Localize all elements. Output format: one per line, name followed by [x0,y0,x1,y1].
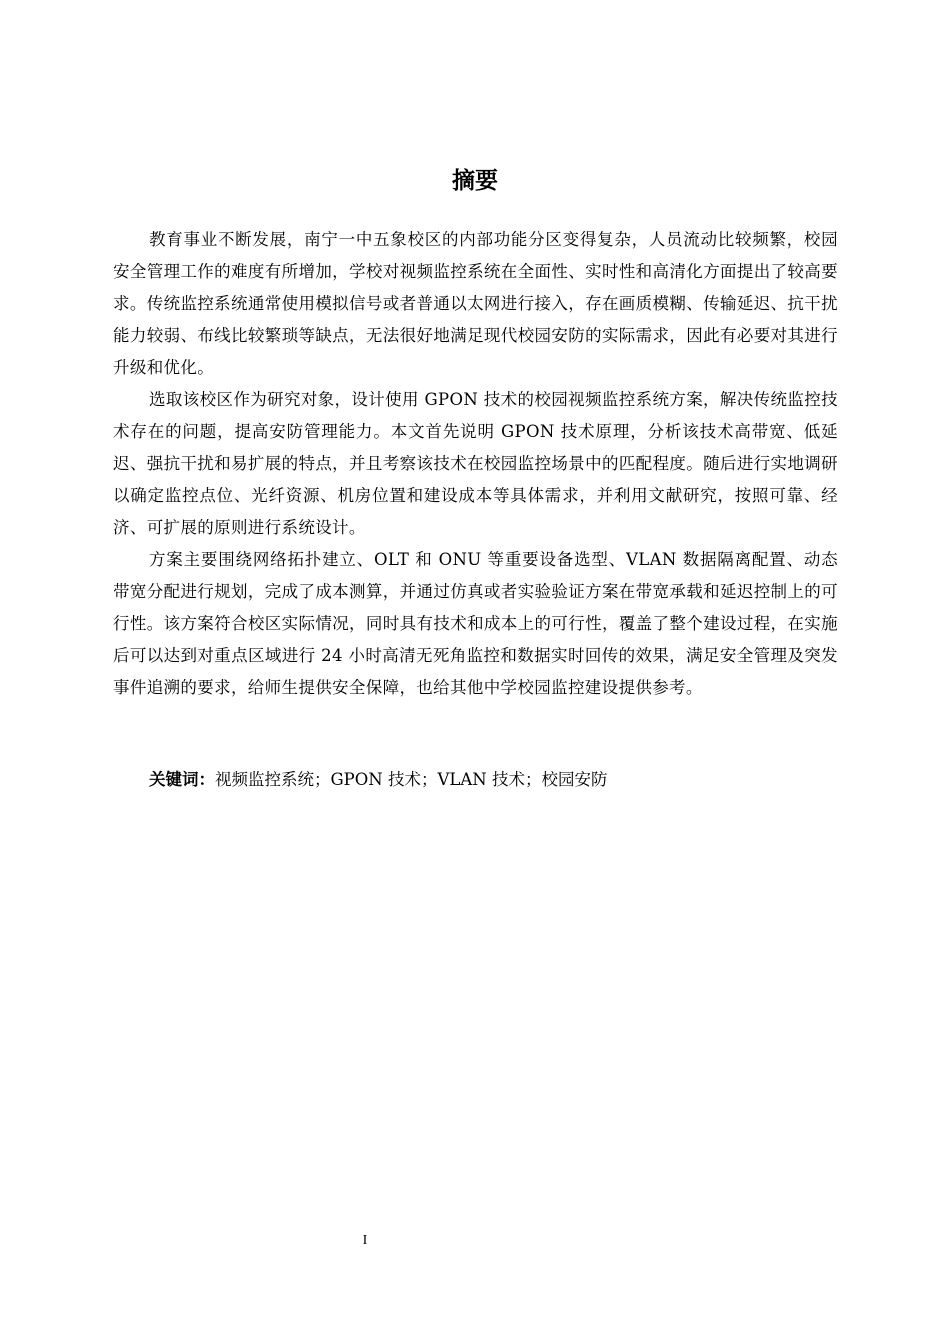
page-number: I [362,1233,368,1248]
abstract-paragraph-2: 选取该校区作为研究对象，设计使用 GPON 技术的校园视频监控系统方案，解决传统监控技术存在的问题，提高安防管理能力。本文首先说明 GPON 技术原理，分析该技术高带宽、低延迟、强抗干扰和易扩展的特点，并且考察该技术在校园监控场景中的匹配程度。随后进行实地调研以确定监控点位、光纤资源、机房位置和建设成本等具体需求，并利用文献研究，按照可靠、经济、可扩展的原则进行系统设计。 [113,390,838,537]
keywords-text: 视频监控系统；GPON 技术；VLAN 技术；校园安防 [215,770,608,789]
keywords-line [149,764,839,796]
abstract-body [113,224,838,704]
keywords-label: 关键词： [149,770,215,789]
abstract-title: 摘要 [452,168,498,194]
abstract-paragraph-3: 方案主要围绕网络拓扑建立、OLT 和 ONU 等重要设备选型、VLAN 数据隔离配置、动态带宽分配进行规划，完成了成本测算，并通过仿真或者实验验证方案在带宽承载和延迟控制上的可行性。该方案符合校区实际情况，同时具有技术和成本上的可行性，覆盖了整个建设过程，在实施后可以达到对重点区域进行 24 小时高清无死角监控和数据实时回传的效果，满足安全管理及突发事件追溯的要求，给师生提供安全保障，也给其他中学校园监控建设提供参考。 [113,550,838,697]
abstract-paragraph-1: 教育事业不断发展，南宁一中五象校区的内部功能分区变得复杂，人员流动比较频繁，校园安全管理工作的难度有所增加，学校对视频监控系统在全面性、实时性和高清化方面提出了较高要求。传统监控系统通常使用模拟信号或者普通以太网进行接入，存在画质模糊、传输延迟、抗干扰能力较弱、布线比较繁琐等缺点，无法很好地满足现代校园安防的实际需求，因此有必要对其进行升级和优化。 [113,230,838,377]
